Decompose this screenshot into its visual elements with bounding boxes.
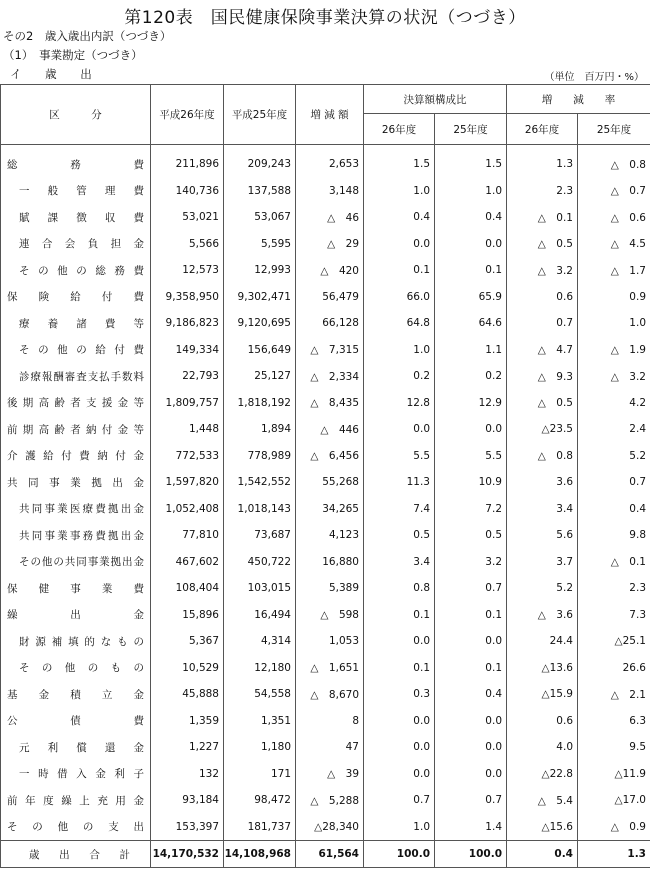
value-composition-26: 0.1	[364, 655, 435, 682]
value-h25: 778,989	[224, 443, 296, 470]
total-row	[1, 841, 650, 868]
value-h25: 5,595	[224, 231, 296, 258]
total-value-composition-26: 100.0	[364, 841, 435, 868]
value-h26: 5,566	[151, 231, 224, 258]
value-composition-25: 3.2	[435, 549, 507, 576]
value-rate-25: 9.5	[578, 734, 650, 761]
value-rate-25: 0.9	[578, 284, 650, 311]
value-diff: △ 2,334	[296, 363, 364, 390]
value-h25: 181,737	[224, 814, 296, 841]
value-composition-25: 64.6	[435, 310, 507, 337]
value-h26: 211,896	[151, 145, 224, 178]
row-label: 共同事業医療費拠出金	[1, 496, 151, 523]
value-diff: △ 5,288	[296, 787, 364, 814]
value-h26: 93,184	[151, 787, 224, 814]
table-row	[1, 257, 650, 284]
table-row	[1, 496, 650, 523]
value-h25: 12,180	[224, 655, 296, 682]
value-h25: 98,472	[224, 787, 296, 814]
total-value-diff: 61,564	[296, 841, 364, 868]
table-row	[1, 363, 650, 390]
value-composition-26: 0.0	[364, 416, 435, 443]
value-rate-26: △ 0.5	[507, 231, 578, 258]
value-diff: △ 7,315	[296, 337, 364, 364]
value-rate-26: 0.6	[507, 708, 578, 735]
value-composition-25: 7.2	[435, 496, 507, 523]
value-h25: 1,894	[224, 416, 296, 443]
value-diff: 4,123	[296, 522, 364, 549]
value-diff: △ 39	[296, 761, 364, 788]
value-rate-25: 0.7	[578, 469, 650, 496]
value-h26: 1,359	[151, 708, 224, 735]
subtitle-business-account: （1） 事業勘定（つづき）	[3, 48, 143, 62]
value-h25: 53,067	[224, 204, 296, 231]
value-diff: 5,389	[296, 575, 364, 602]
expenditure-table	[0, 84, 650, 868]
value-composition-26: 7.4	[364, 496, 435, 523]
table-row	[1, 522, 650, 549]
value-h26: 108,404	[151, 575, 224, 602]
value-h25: 25,127	[224, 363, 296, 390]
value-h26: 1,597,820	[151, 469, 224, 496]
value-rate-25: △ 4.5	[578, 231, 650, 258]
value-rate-25: △ 0.7	[578, 178, 650, 205]
value-diff: △ 6,456	[296, 443, 364, 470]
value-composition-25: 0.2	[435, 363, 507, 390]
table-row	[1, 443, 650, 470]
value-h25: 103,015	[224, 575, 296, 602]
value-composition-26: 64.8	[364, 310, 435, 337]
row-label: その他の給付費	[1, 337, 151, 364]
value-h25: 156,649	[224, 337, 296, 364]
value-composition-25: 1.5	[435, 145, 507, 178]
value-composition-25: 0.4	[435, 681, 507, 708]
value-composition-25: 10.9	[435, 469, 507, 496]
value-h25: 9,120,695	[224, 310, 296, 337]
table-row	[1, 761, 650, 788]
value-rate-26: 5.6	[507, 522, 578, 549]
value-composition-26: 0.0	[364, 708, 435, 735]
row-label: 一般管理費	[1, 178, 151, 205]
row-label: 後期高齢者支援金等	[1, 390, 151, 417]
row-label: 基金積立金	[1, 681, 151, 708]
header-rate-26: 26年度	[507, 114, 578, 145]
section-heading: イ 歳 出	[10, 67, 102, 81]
row-label: 診療報酬審査支払手数料	[1, 363, 151, 390]
value-rate-25: 2.3	[578, 575, 650, 602]
value-h25: 9,302,471	[224, 284, 296, 311]
total-value-h25: 14,108,968	[224, 841, 296, 868]
value-composition-26: 12.8	[364, 390, 435, 417]
row-label: 元利償還金	[1, 734, 151, 761]
value-rate-25: 5.2	[578, 443, 650, 470]
value-rate-25: △ 0.9	[578, 814, 650, 841]
header-rate: 増 減 率	[507, 85, 650, 114]
value-h26: 153,397	[151, 814, 224, 841]
value-diff: △ 420	[296, 257, 364, 284]
value-diff: 47	[296, 734, 364, 761]
value-composition-26: 3.4	[364, 549, 435, 576]
value-h25: 209,243	[224, 145, 296, 178]
value-h25: 1,818,192	[224, 390, 296, 417]
table-row	[1, 575, 650, 602]
table-row	[1, 178, 650, 205]
value-rate-26: 3.6	[507, 469, 578, 496]
value-rate-26: △ 5.4	[507, 787, 578, 814]
value-composition-26: 0.0	[364, 761, 435, 788]
value-h25: 73,687	[224, 522, 296, 549]
value-rate-25: 6.3	[578, 708, 650, 735]
value-rate-26: 3.7	[507, 549, 578, 576]
value-h26: 1,809,757	[151, 390, 224, 417]
row-label: その他の総務費	[1, 257, 151, 284]
value-diff: 8	[296, 708, 364, 735]
value-h26: 53,021	[151, 204, 224, 231]
table-row	[1, 231, 650, 258]
value-composition-25: 0.7	[435, 787, 507, 814]
value-h26: 149,334	[151, 337, 224, 364]
value-diff: △ 29	[296, 231, 364, 258]
row-label: 保健事業費	[1, 575, 151, 602]
table-row	[1, 787, 650, 814]
value-composition-26: 0.0	[364, 628, 435, 655]
value-rate-25: 1.0	[578, 310, 650, 337]
table-row	[1, 310, 650, 337]
header-composition-26: 26年度	[364, 114, 435, 145]
value-composition-25: 0.1	[435, 257, 507, 284]
value-composition-26: 0.1	[364, 602, 435, 629]
value-diff: △ 8,670	[296, 681, 364, 708]
value-rate-26: 0.6	[507, 284, 578, 311]
value-composition-25: 0.0	[435, 734, 507, 761]
value-h26: 772,533	[151, 443, 224, 470]
table-row	[1, 708, 650, 735]
table-row	[1, 416, 650, 443]
header-rate-25: 25年度	[578, 114, 650, 145]
value-h25: 1,351	[224, 708, 296, 735]
row-label: 療養諸費等	[1, 310, 151, 337]
value-h25: 16,494	[224, 602, 296, 629]
value-composition-26: 1.5	[364, 145, 435, 178]
value-h25: 12,993	[224, 257, 296, 284]
value-composition-26: 0.1	[364, 257, 435, 284]
value-composition-25: 0.1	[435, 655, 507, 682]
row-label: 共同事業事務費拠出金	[1, 522, 151, 549]
value-h26: 77,810	[151, 522, 224, 549]
value-diff: △28,340	[296, 814, 364, 841]
value-h26: 15,896	[151, 602, 224, 629]
table-row	[1, 681, 650, 708]
value-h26: 1,448	[151, 416, 224, 443]
table-row	[1, 204, 650, 231]
row-label: 連合会負担金	[1, 231, 151, 258]
row-label: 前年度繰上充用金	[1, 787, 151, 814]
value-diff: 1,053	[296, 628, 364, 655]
value-h26: 9,358,950	[151, 284, 224, 311]
table-row	[1, 469, 650, 496]
header-h26: 平成26年度	[151, 85, 224, 145]
value-rate-25: △11.9	[578, 761, 650, 788]
value-rate-25: 2.4	[578, 416, 650, 443]
value-composition-25: 1.0	[435, 178, 507, 205]
value-rate-25: 0.4	[578, 496, 650, 523]
row-label: 財源補填的なもの	[1, 628, 151, 655]
value-rate-26: 4.0	[507, 734, 578, 761]
value-rate-26: 5.2	[507, 575, 578, 602]
value-composition-26: 0.5	[364, 522, 435, 549]
value-h25: 4,314	[224, 628, 296, 655]
value-h25: 1,018,143	[224, 496, 296, 523]
header-category: 区 分	[1, 85, 151, 145]
value-composition-26: 0.7	[364, 787, 435, 814]
total-value-rate-25: 1.3	[578, 841, 650, 868]
value-rate-25: △ 0.1	[578, 549, 650, 576]
value-composition-26: 0.2	[364, 363, 435, 390]
value-h26: 467,602	[151, 549, 224, 576]
row-label: 一時借入金利子	[1, 761, 151, 788]
value-composition-25: 5.5	[435, 443, 507, 470]
row-label: 公債費	[1, 708, 151, 735]
value-rate-25: △ 0.6	[578, 204, 650, 231]
value-rate-25: △17.0	[578, 787, 650, 814]
value-composition-25: 0.0	[435, 416, 507, 443]
value-rate-25: 9.8	[578, 522, 650, 549]
value-h25: 450,722	[224, 549, 296, 576]
value-rate-26: △13.6	[507, 655, 578, 682]
value-composition-26: 1.0	[364, 814, 435, 841]
value-composition-26: 0.8	[364, 575, 435, 602]
value-rate-26: △ 0.5	[507, 390, 578, 417]
value-rate-26: 0.7	[507, 310, 578, 337]
value-diff: 66,128	[296, 310, 364, 337]
value-h26: 1,227	[151, 734, 224, 761]
value-composition-26: 1.0	[364, 178, 435, 205]
value-diff: △ 8,435	[296, 390, 364, 417]
value-rate-26: 24.4	[507, 628, 578, 655]
row-label: 保険給付費	[1, 284, 151, 311]
total-value-h26: 14,170,532	[151, 841, 224, 868]
value-composition-25: 0.1	[435, 602, 507, 629]
value-composition-25: 0.5	[435, 522, 507, 549]
value-h25: 1,180	[224, 734, 296, 761]
unit-note: （単位 百万円・%）	[544, 72, 644, 83]
value-rate-26: 1.3	[507, 145, 578, 178]
value-rate-25: △25.1	[578, 628, 650, 655]
row-label: 繰出金	[1, 602, 151, 629]
value-rate-26: 3.4	[507, 496, 578, 523]
total-value-rate-26: 0.4	[507, 841, 578, 868]
row-label: その他の支出	[1, 814, 151, 841]
value-composition-25: 0.4	[435, 204, 507, 231]
page-title: 第120表 国民健康保険事業決算の状況（つづき）	[124, 8, 526, 28]
value-diff: 34,265	[296, 496, 364, 523]
value-rate-26: △ 9.3	[507, 363, 578, 390]
value-composition-26: 0.4	[364, 204, 435, 231]
value-composition-26: 66.0	[364, 284, 435, 311]
subtitle-revenue-expenditure: その2 歳入歳出内訳（つづき）	[3, 29, 172, 43]
value-diff: △ 46	[296, 204, 364, 231]
value-diff: △ 446	[296, 416, 364, 443]
header-composition: 決算額構成比	[364, 85, 507, 114]
value-rate-25: △ 2.1	[578, 681, 650, 708]
value-rate-26: △ 3.2	[507, 257, 578, 284]
table-row	[1, 734, 650, 761]
value-diff: 16,880	[296, 549, 364, 576]
value-diff: 55,268	[296, 469, 364, 496]
value-h26: 45,888	[151, 681, 224, 708]
value-h26: 9,186,823	[151, 310, 224, 337]
value-h26: 22,793	[151, 363, 224, 390]
value-composition-26: 0.0	[364, 734, 435, 761]
total-value-composition-25: 100.0	[435, 841, 507, 868]
value-h26: 132	[151, 761, 224, 788]
table-row	[1, 284, 650, 311]
row-label: 賦課徴収費	[1, 204, 151, 231]
header-composition-25: 25年度	[435, 114, 507, 145]
value-composition-26: 11.3	[364, 469, 435, 496]
row-label: その他の共同事業拠出金	[1, 549, 151, 576]
table-row	[1, 814, 650, 841]
value-rate-26: 2.3	[507, 178, 578, 205]
table-row	[1, 337, 650, 364]
value-h25: 137,588	[224, 178, 296, 205]
value-diff: △ 1,651	[296, 655, 364, 682]
value-diff: 2,653	[296, 145, 364, 178]
value-rate-25: △ 1.7	[578, 257, 650, 284]
value-h25: 54,558	[224, 681, 296, 708]
value-h26: 5,367	[151, 628, 224, 655]
value-rate-26: △23.5	[507, 416, 578, 443]
row-label: 介護給付費納付金	[1, 443, 151, 470]
value-composition-25: 1.1	[435, 337, 507, 364]
value-rate-26: △ 3.6	[507, 602, 578, 629]
value-composition-25: 0.0	[435, 231, 507, 258]
value-h26: 12,573	[151, 257, 224, 284]
value-h26: 1,052,408	[151, 496, 224, 523]
table-row	[1, 602, 650, 629]
value-composition-25: 0.0	[435, 708, 507, 735]
table-body	[1, 145, 650, 868]
value-composition-26: 0.0	[364, 231, 435, 258]
table-row	[1, 390, 650, 417]
value-composition-25: 0.7	[435, 575, 507, 602]
value-rate-26: △ 4.7	[507, 337, 578, 364]
value-h25: 171	[224, 761, 296, 788]
value-composition-26: 0.3	[364, 681, 435, 708]
value-rate-25: △ 3.2	[578, 363, 650, 390]
header-h25: 平成25年度	[224, 85, 296, 145]
value-h25: 1,542,552	[224, 469, 296, 496]
value-rate-26: △22.8	[507, 761, 578, 788]
table-row	[1, 145, 650, 178]
value-rate-26: △ 0.8	[507, 443, 578, 470]
value-rate-25: 7.3	[578, 602, 650, 629]
row-label: 総務費	[1, 145, 151, 178]
value-composition-25: 1.4	[435, 814, 507, 841]
value-rate-26: △ 0.1	[507, 204, 578, 231]
header-diff: 増 減 額	[296, 85, 364, 145]
value-composition-26: 5.5	[364, 443, 435, 470]
value-diff: 56,479	[296, 284, 364, 311]
value-diff: △ 598	[296, 602, 364, 629]
table-row	[1, 655, 650, 682]
value-h26: 10,529	[151, 655, 224, 682]
value-composition-25: 0.0	[435, 761, 507, 788]
value-rate-25: △ 1.9	[578, 337, 650, 364]
value-rate-26: △15.6	[507, 814, 578, 841]
value-rate-25: 26.6	[578, 655, 650, 682]
value-diff: 3,148	[296, 178, 364, 205]
row-label: 共同事業拠出金	[1, 469, 151, 496]
value-rate-26: △15.9	[507, 681, 578, 708]
value-rate-25: △ 0.8	[578, 145, 650, 178]
row-label: その他のもの	[1, 655, 151, 682]
table-row	[1, 549, 650, 576]
value-composition-25: 0.0	[435, 628, 507, 655]
row-label: 前期高齢者納付金等	[1, 416, 151, 443]
table-row	[1, 628, 650, 655]
value-composition-26: 1.0	[364, 337, 435, 364]
value-h26: 140,736	[151, 178, 224, 205]
value-rate-25: 4.2	[578, 390, 650, 417]
value-composition-25: 12.9	[435, 390, 507, 417]
total-label: 歳出合計	[1, 841, 151, 868]
value-composition-25: 65.9	[435, 284, 507, 311]
